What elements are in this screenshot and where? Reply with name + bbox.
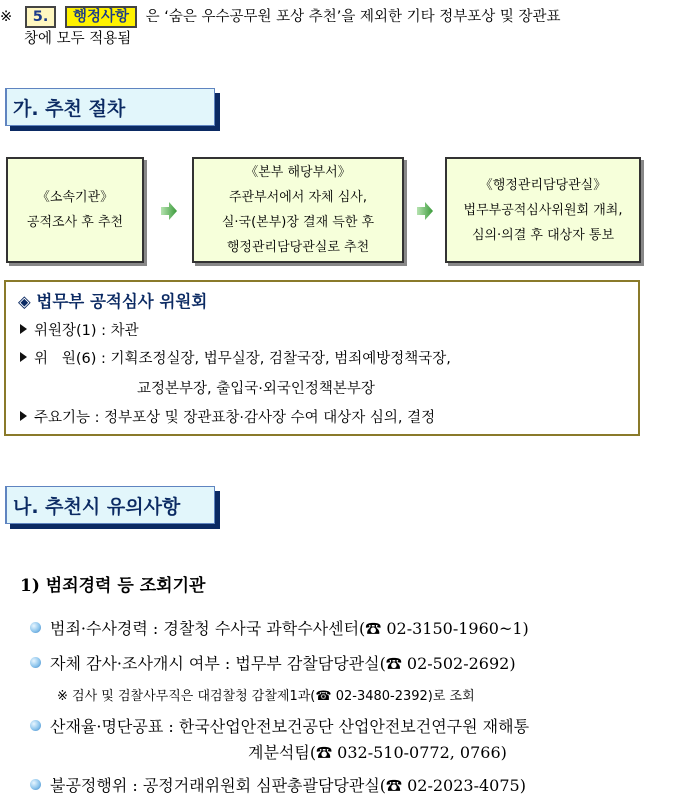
process-box-label: 《본부 해당부서》 (245, 165, 351, 180)
process-box-text: 실·국(본부)장 결재 득한 후 (221, 215, 375, 230)
triangle-bullet-icon (20, 411, 27, 421)
committee-item-text: 위 원(6) : 기획조정실장, 법무실장, 검찰국장, 범죄예방정책국장, (34, 351, 451, 367)
round-bullet-icon (30, 720, 41, 731)
note-chip-number: 5. (25, 6, 57, 28)
round-bullet-icon (30, 779, 41, 790)
note-text: 은 ‘숨은 우수공무원 포상 추천’을 제외한 기타 정부포상 및 장관표 (145, 9, 561, 25)
section-header-notes: 나. 추천시 유의사항 (5, 486, 215, 524)
bullet-text: 자체 감사·조사개시 여부 : 법무부 감찰담당관실(☎ 02-502-2692) (50, 654, 516, 673)
triangle-bullet-icon (20, 324, 27, 334)
process-box-text: 주관부서에서 자체 심사, (229, 190, 367, 205)
process-box-admin-office (445, 157, 641, 263)
committee-item-continuation: 교정본부장, 출입국·외국인정책본부장 (137, 381, 375, 397)
note-line-1 (0, 6, 561, 28)
process-box-text: 법무부공적심사위원회 개최, (463, 202, 623, 218)
bullet-item (30, 651, 516, 674)
subheading-inquiry-agencies: 1) 범죄경력 등 조회기관 (20, 576, 206, 596)
committee-item-text: 주요기능 : 정부포상 및 장관표창·감사장 수여 대상자 심의, 결정 (34, 410, 436, 426)
section-header-procedure: 가. 추천 절차 (5, 88, 215, 126)
bullet-text: 불공정행위 : 공정거래위원회 심판총괄담당관실(☎ 02-2023-4075) (50, 776, 526, 795)
process-box-label: 《행정관리담당관실》 (479, 177, 607, 193)
note-chip-title: 행정사항 (65, 6, 137, 28)
committee-item-text: 위원장(1) : 차관 (34, 323, 139, 339)
arrow-right-icon (417, 202, 433, 220)
process-box-text: 심의·의결 후 대상자 통보 (471, 227, 615, 243)
triangle-bullet-icon (20, 352, 27, 362)
bullet-item (30, 714, 529, 737)
process-box-text: 공적조사 후 추천 (26, 215, 124, 230)
bullet-text: 산재율·명단공표 : 한국산업안전보건공단 산업안전보건연구원 재해통 (50, 717, 530, 736)
bullet-text: 범죄·수사경력 : 경찰청 수사국 과학수사센터(☎ 02-3150-1960~1) (50, 619, 529, 638)
committee-title: ◈ 법무부 공적심사 위원회 (18, 292, 208, 311)
bullet-continuation: 계분석팀(☎ 032-510-0772, 0766) (248, 743, 507, 762)
process-box-agency (6, 157, 144, 263)
process-box-department (192, 157, 404, 263)
arrow-right-icon (161, 202, 177, 220)
committee-item (20, 406, 435, 427)
bullet-item (30, 616, 529, 639)
note-line-2: 창에 모두 적용됨 (24, 31, 132, 47)
committee-item (20, 347, 451, 368)
bullet-item (30, 773, 526, 796)
bullet-note: ※ 검사 및 검찰사무직은 대검찰청 감찰제1과(☎ 02-3480-2392)로 조회 (57, 689, 475, 704)
committee-item (20, 319, 139, 340)
process-box-label: 《소속기관》 (36, 190, 114, 205)
round-bullet-icon (30, 622, 41, 633)
note-mark: ※ (0, 9, 13, 25)
round-bullet-icon (30, 657, 41, 668)
process-box-text: 행정관리담당관실로 추천 (226, 240, 370, 255)
